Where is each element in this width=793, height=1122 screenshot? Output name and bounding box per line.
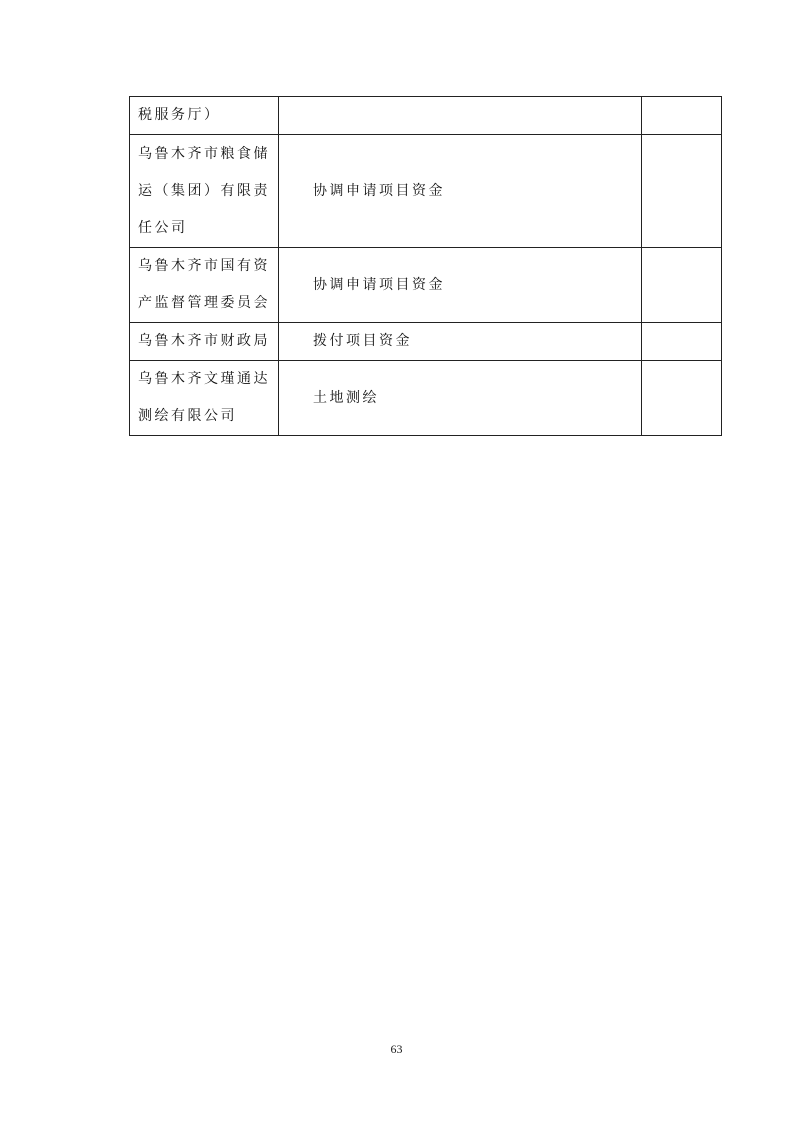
page-number: 63 xyxy=(390,1042,403,1056)
unit-cell: 税服务厅） xyxy=(130,97,279,135)
note-cell xyxy=(642,135,722,248)
duty-cell xyxy=(279,97,642,135)
note-cell xyxy=(642,361,722,436)
unit-cell: 乌鲁木齐市国有资产监督管理委员会 xyxy=(130,248,279,323)
unit-cell: 乌鲁木齐市粮食储运（集团）有限责任公司 xyxy=(130,135,279,248)
duty-cell: 协调申请项目资金 xyxy=(279,135,642,248)
unit-cell: 乌鲁木齐文瑾通达测绘有限公司 xyxy=(130,361,279,436)
table-row xyxy=(130,135,722,248)
table-row xyxy=(130,248,722,323)
unit-cell: 乌鲁木齐市财政局 xyxy=(130,323,279,361)
duty-cell: 土地测绘 xyxy=(279,361,642,436)
note-cell xyxy=(642,97,722,135)
responsibility-table xyxy=(129,96,722,436)
duty-cell: 拨付项目资金 xyxy=(279,323,642,361)
note-cell xyxy=(642,323,722,361)
table-row xyxy=(130,323,722,361)
table-row xyxy=(130,97,722,135)
duty-cell: 协调申请项目资金 xyxy=(279,248,642,323)
table-row xyxy=(130,361,722,436)
note-cell xyxy=(642,248,722,323)
